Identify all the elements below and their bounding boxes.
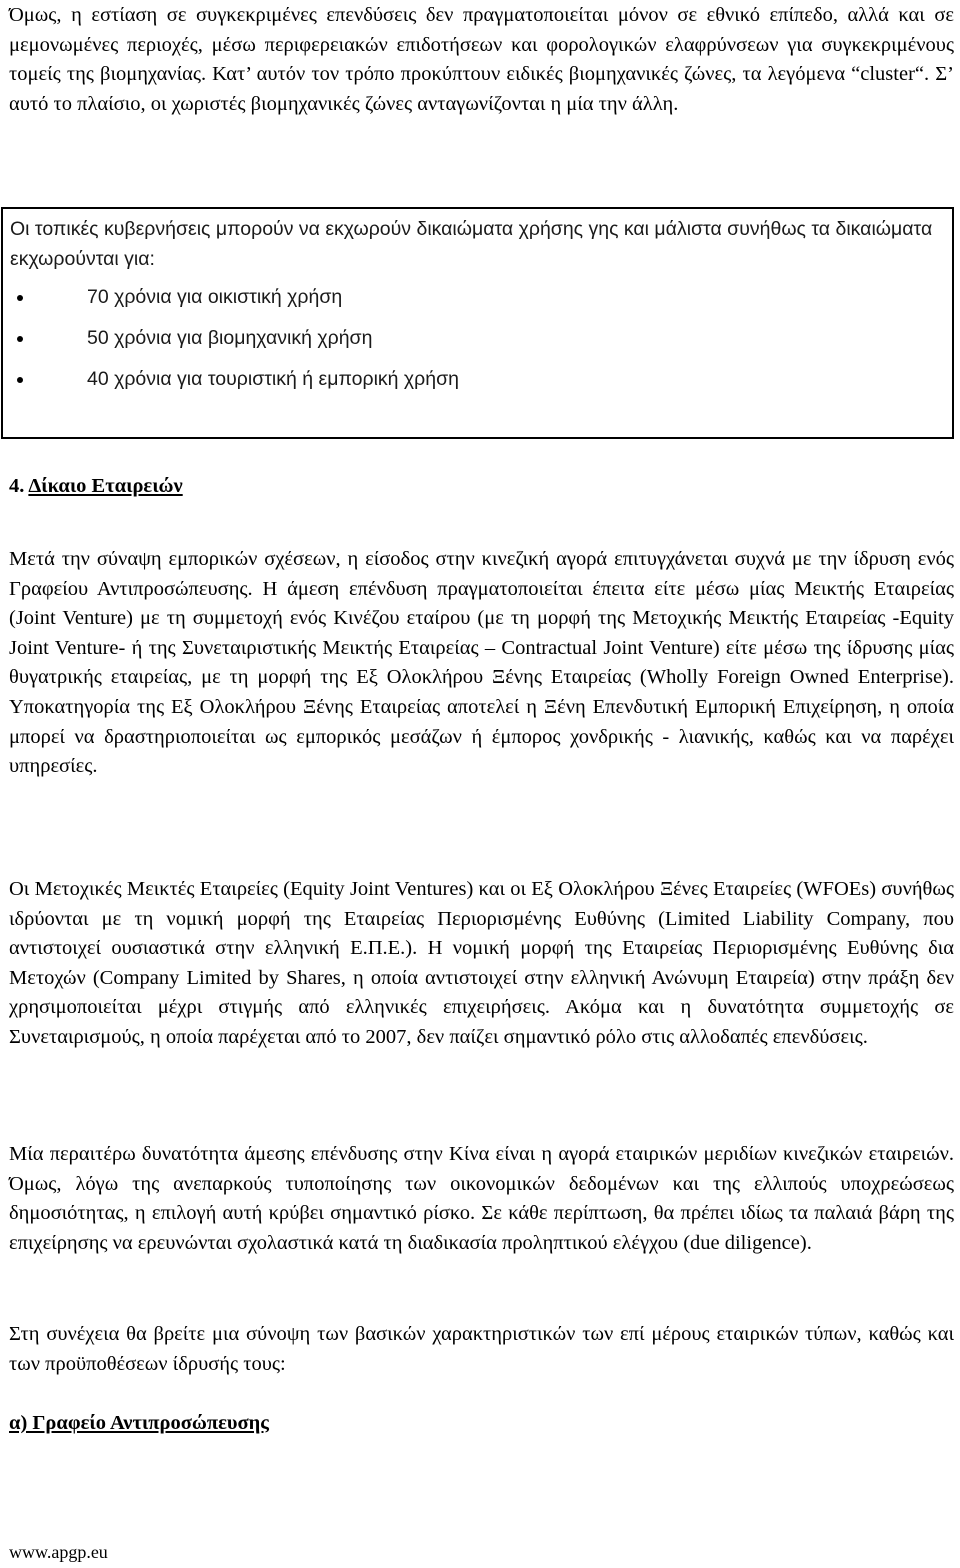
bullet-icon <box>17 336 23 342</box>
land-use-list <box>3 283 943 406</box>
list-item-text: 40 χρόνια για τουριστική ή εμπορική χρήση <box>87 368 459 390</box>
bullet-icon <box>17 377 23 383</box>
section-heading <box>9 472 183 502</box>
intro-paragraph: Όμως, η εστίαση σε συγκεκριμένες επενδύσεις δεν πραγματοποιείται μόνον σε εθνικό επίπεδο, αλλά και σε μεμονωμένες περιοχές, μέσω περιφερειακών επιδοτήσεων και φορολογικών ελαφρύνσεων για συγκεκριμένους τομείς της βιομηχανίας. Κατ’ αυτόν τον τρόπο προκύπτουν ειδικές βιομηχανικές ζώνες, τα λεγόμενα “cluster“. Σ’ αυτό το πλαίσιο, οι χωριστές βιομηχανικές ζώνες ανταγωνίζονται η μία την άλλη. <box>9 4 954 115</box>
list-item <box>3 283 943 324</box>
body-paragraph: Μετά την σύναψη εμπορικών σχέσεων, η είσοδος στην κινεζική αγορά επιτυγχάνεται συχνά με την ίδρυση ενός Γραφείου Αντιπροσώπευσης. Η άμεση επένδυση πραγματοποιείται έπειτα είτε μέσω μίας Μεικτής Εταιρείας (Joint Venture) με τη συμμετοχή ενός Κινέζου εταίρου (με τη μορφή της Μετοχικής Μεικτής Εταιρείας -Equity Joint Venture- ή της Συνεταιριστικής Μεικτής Εταιρείας – Contractual Joint Venture) είτε μέσω της ίδρυσης μίας θυγατρικής εταιρείας, με τη μορφή της Εξ Ολοκλήρου Ξένης Εταιρείας (Wholly Foreign Owned Enterprise). Υποκατηγορία της Εξ Ολοκλήρου Ξένης Εταιρείας αποτελεί η Ξένη Επενδυτική Εμπορική Επιχείρηση, η οποία μπορεί να δραστηριοποιείται ως εμπορικός μεσάζων ή έμπορος χονδρικής - λιανικής, καθώς και να παρέχει υπηρεσίες. <box>9 548 954 778</box>
list-item <box>3 365 943 406</box>
body-paragraph: Μία περαιτέρω δυνατότητα άμεσης επένδυσης στην Κίνα είναι η αγορά εταιρικών μεριδίων κινεζικών εταιρειών. Όμως, λόγω της ανεπαρκούς τυποποίησης των οικονομικών δεδομένων και της ελλιπούς υποχρεώσεως δημοσιότητας, η επιλογή αυτή κρύβει σημαντικό ρίσκο. Σε κάθε περίπτωση, θα πρέπει ιδίως τα παλαιά βάρη της επιχείρησης να ερευνώνται σχολαστικά κατά τη διαδικασία προληπτικού ελέγχου (due diligence). <box>9 1143 954 1254</box>
body-paragraph: Στη συνέχεια θα βρείτε μια σύνοψη των βασικών χαρακτηριστικών των επί μέρους εταιρικών τύπων, καθώς και των προϋποθέσεων ίδρυσής τους: <box>9 1323 954 1375</box>
list-item-text: 70 χρόνια για οικιστική χρήση <box>87 286 343 308</box>
section-title: Δίκαιο Εταιρειών <box>28 475 183 497</box>
list-item <box>3 324 943 365</box>
bullet-icon <box>17 295 23 301</box>
list-item-text: 50 χρόνια για βιομηχανική χρήση <box>87 327 373 349</box>
section-number: 4. <box>9 475 25 497</box>
subsection-heading: α) Γραφείο Αντιπροσώπευσης <box>9 1412 269 1434</box>
footer-url: www.apgp.eu <box>9 1542 108 1562</box>
body-paragraph: Οι Μετοχικές Μεικτές Εταιρείες (Equity Joint Ventures) και οι Εξ Ολοκλήρου Ξένες Εταιρείες (WFOEs) συνήθως ιδρύονται με τη νομική μορφή της Εταιρείας Περιορισμένης Ευθύνης (Limited Liability Company, που αντιστοιχεί ουσιαστικά στην ελληνική Ε.Π.Ε.). Η νομική μορφή της Εταιρείας Περιορισμένης Ευθύνης δια Μετοχών (Company Limited by Shares, η οποία αντιστοιχεί στην ελληνική Ανώνυμη Εταιρεία) στην πράξη δεν χρησιμοποιείται μέχρι στιγμής από ελληνικές επιχειρήσεις. Ακόμα και η δυνατότητα συμμετοχής σε Συνεταιρισμούς, η οποία παρέχεται από το 2007, δεν παίζει σημαντικό ρόλο στις αλλοδαπές επενδύσεις. <box>9 878 954 1048</box>
land-use-rights-box <box>1 207 954 439</box>
box-intro-text: Οι τοπικές κυβερνήσεις μπορούν να εκχωρούν δικαιώματα χρήσης γης και μάλιστα συνήθως τα δικαιώματα εκχωρούνται για: <box>10 218 933 270</box>
